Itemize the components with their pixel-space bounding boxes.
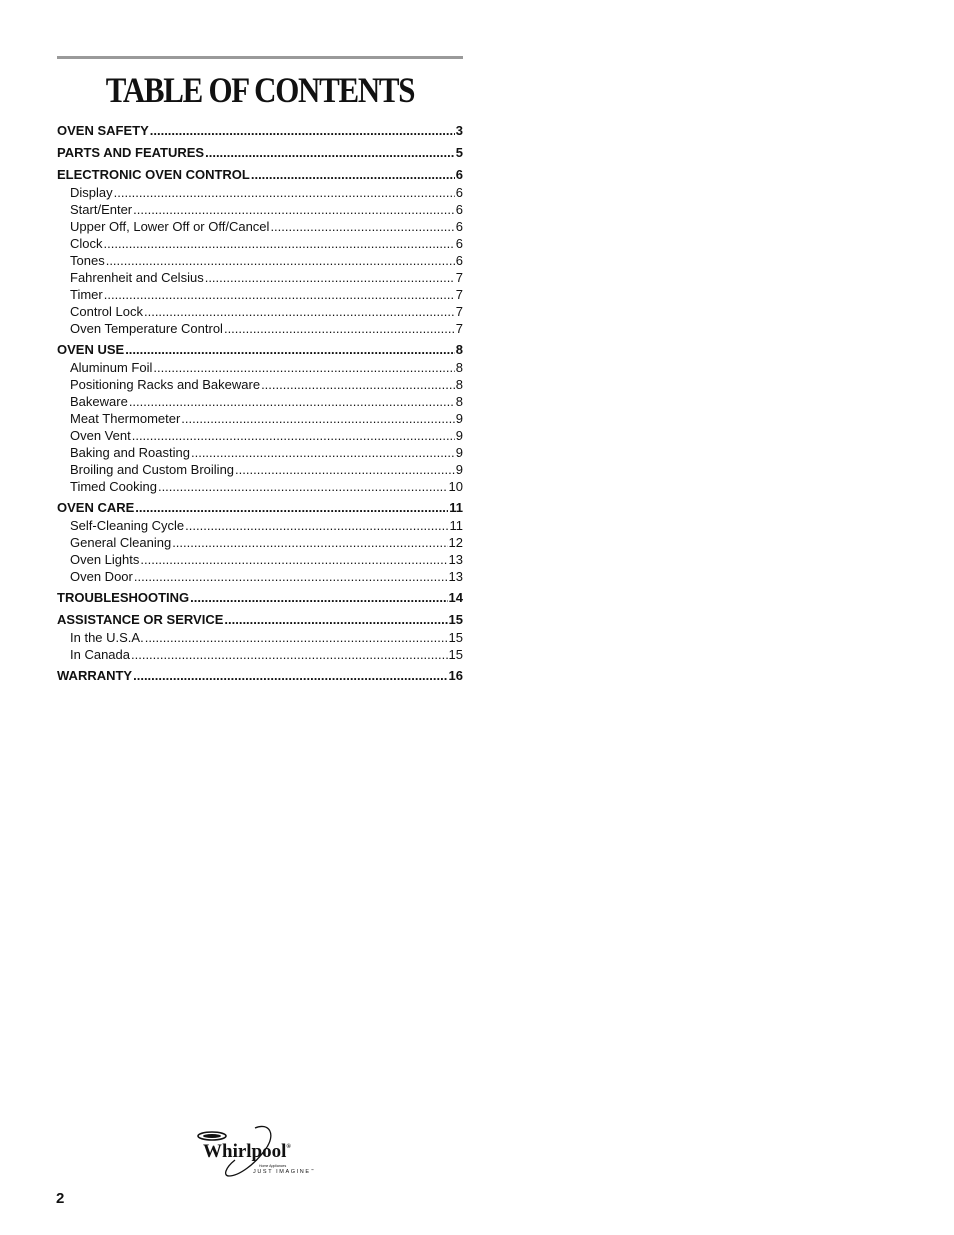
whirlpool-logo xyxy=(195,1124,325,1180)
toc-entry-label: Aluminum Foil xyxy=(70,360,153,375)
toc-subsection-entry[interactable] xyxy=(57,303,463,320)
toc-dot-leader xyxy=(150,122,455,140)
toc-entry-label: TROUBLESHOOTING xyxy=(57,590,190,605)
toc-entry-page: 11 xyxy=(449,518,463,533)
toc-dot-leader xyxy=(104,286,455,303)
toc-entry-label: Tones xyxy=(70,253,105,268)
toc-entry-page: 6 xyxy=(455,185,463,200)
page-title: TABLE OF CONTENTS xyxy=(105,70,415,110)
toc-subsection-entry[interactable] xyxy=(57,629,463,646)
whirlpool-logo-icon xyxy=(195,1124,325,1180)
toc-dot-leader xyxy=(224,320,455,337)
toc-subsection-entry[interactable] xyxy=(57,269,463,286)
toc-dot-leader xyxy=(172,534,447,551)
toc-dot-leader xyxy=(129,393,455,410)
toc-entry-page: 8 xyxy=(455,377,463,392)
toc-entry-label: Start/Enter xyxy=(70,202,133,217)
toc-entry-page: 6 xyxy=(455,236,463,251)
toc-entry-label: Timed Cooking xyxy=(70,479,157,494)
toc-entry-page: 9 xyxy=(455,445,463,460)
toc-entry-page: 14 xyxy=(448,590,463,605)
toc-entry-label: In the U.S.A. xyxy=(70,630,144,645)
toc-subsection-entry[interactable] xyxy=(57,184,463,201)
toc-entry-label: OVEN CARE xyxy=(57,500,135,515)
toc-entry-label: OVEN SAFETY xyxy=(57,123,149,138)
toc-entry-label: Oven Vent xyxy=(70,428,131,443)
toc-entry-page: 10 xyxy=(448,479,463,494)
toc-entry-page: 9 xyxy=(455,411,463,426)
logo-tagline: JUST IMAGINE™ xyxy=(253,1168,316,1175)
toc-entry-page: 8 xyxy=(455,360,463,375)
toc-entry-label: Oven Lights xyxy=(70,552,140,567)
toc-dot-leader xyxy=(144,303,455,320)
toc-subsection-entry[interactable] xyxy=(57,461,463,478)
toc-entry-page: 7 xyxy=(455,287,463,302)
toc-entry-page: 6 xyxy=(455,219,463,234)
toc-subsection-entry[interactable] xyxy=(57,252,463,269)
toc-dot-leader xyxy=(205,144,455,162)
toc-entry-label: Display xyxy=(70,185,113,200)
toc-entry-label: Clock xyxy=(70,236,103,251)
toc-entry-label: ASSISTANCE OR SERVICE xyxy=(57,612,224,627)
toc-entry-page: 6 xyxy=(455,253,463,268)
toc-dot-leader xyxy=(224,611,447,629)
toc-entry-page: 8 xyxy=(455,394,463,409)
toc-subsection-entry[interactable] xyxy=(57,517,463,534)
toc-dot-leader xyxy=(158,478,448,495)
toc-entry-page: 16 xyxy=(448,668,463,683)
toc-dot-leader xyxy=(131,646,448,663)
logo-subtext: Home Appliances xyxy=(259,1164,287,1168)
toc-dot-leader xyxy=(133,201,455,218)
toc-entry-page: 7 xyxy=(455,304,463,319)
toc-entry-label: In Canada xyxy=(70,647,130,662)
toc-entry-page: 12 xyxy=(448,535,463,550)
toc-entry-label: ELECTRONIC OVEN CONTROL xyxy=(57,167,250,182)
toc-dot-leader xyxy=(135,499,448,517)
toc-entry-label: Self-Cleaning Cycle xyxy=(70,518,185,533)
toc-subsection-entry[interactable] xyxy=(57,551,463,568)
toc-entry-page: 7 xyxy=(455,270,463,285)
toc-dot-leader xyxy=(181,410,454,427)
toc-entry-label: Oven Door xyxy=(70,569,133,584)
toc-dot-leader xyxy=(106,252,455,269)
toc-dot-leader xyxy=(251,166,455,184)
toc-entry-page: 13 xyxy=(448,552,463,567)
toc-entry-label: Bakeware xyxy=(70,394,128,409)
toc-entry-page: 8 xyxy=(455,342,463,357)
toc-subsection-entry[interactable] xyxy=(57,646,463,663)
toc-dot-leader xyxy=(145,629,448,646)
toc-dot-leader xyxy=(270,218,454,235)
toc-entry-page: 11 xyxy=(449,500,463,515)
toc-dot-leader xyxy=(125,341,455,359)
toc-dot-leader xyxy=(185,517,448,534)
toc-entry-label: PARTS AND FEATURES xyxy=(57,145,205,160)
toc-dot-leader xyxy=(190,589,447,607)
toc-entry-page: 5 xyxy=(455,145,463,160)
toc-subsection-entry[interactable] xyxy=(57,235,463,252)
toc-entry-page: 9 xyxy=(455,428,463,443)
toc-entry-label: OVEN USE xyxy=(57,342,125,357)
toc-entry-page: 15 xyxy=(448,612,463,627)
page-number: 2 xyxy=(56,1190,65,1207)
toc-subsection-entry[interactable] xyxy=(57,478,463,495)
toc-dot-leader xyxy=(140,551,447,568)
toc-dot-leader xyxy=(235,461,455,478)
toc-subsection-entry[interactable] xyxy=(57,201,463,218)
toc-section-entry[interactable] xyxy=(57,341,463,359)
toc-entry-label: Broiling and Custom Broiling xyxy=(70,462,235,477)
toc-entry-label: General Cleaning xyxy=(70,535,172,550)
toc-section-entry[interactable] xyxy=(57,611,463,629)
toc-entry-label: WARRANTY xyxy=(57,668,133,683)
toc-entry-label: Timer xyxy=(70,287,103,302)
toc-dot-leader xyxy=(191,444,455,461)
toc-dot-leader xyxy=(104,235,455,252)
toc-dot-leader xyxy=(153,359,454,376)
toc-section-entry[interactable] xyxy=(57,667,463,685)
toc-entry-page: 13 xyxy=(448,569,463,584)
toc-subsection-entry[interactable] xyxy=(57,286,463,303)
toc-entry-label: Oven Temperature Control xyxy=(70,321,223,336)
toc-dot-leader xyxy=(132,427,455,444)
toc-dot-leader xyxy=(134,568,448,585)
toc-subsection-entry[interactable] xyxy=(57,427,463,444)
table-of-contents xyxy=(57,122,463,685)
toc-entry-label: Meat Thermometer xyxy=(70,411,181,426)
toc-dot-leader xyxy=(205,269,455,286)
toc-section-entry[interactable] xyxy=(57,499,463,517)
toc-entry-label: Baking and Roasting xyxy=(70,445,190,460)
toc-dot-leader xyxy=(114,184,455,201)
toc-subsection-entry[interactable] xyxy=(57,359,463,376)
toc-subsection-entry[interactable] xyxy=(57,376,463,393)
toc-subsection-entry[interactable] xyxy=(57,218,463,235)
toc-entry-label: Positioning Racks and Bakeware xyxy=(70,377,261,392)
logo-brand: Whirlpool® xyxy=(203,1141,291,1162)
toc-dot-leader xyxy=(261,376,455,393)
toc-entry-page: 9 xyxy=(455,462,463,477)
toc-entry-page: 6 xyxy=(455,167,463,182)
toc-section-entry[interactable] xyxy=(57,144,463,162)
toc-entry-page: 15 xyxy=(448,630,463,645)
toc-entry-page: 15 xyxy=(448,647,463,662)
toc-entry-page: 6 xyxy=(455,202,463,217)
toc-entry-label: Upper Off, Lower Off or Off/Cancel xyxy=(70,219,270,234)
toc-subsection-entry[interactable] xyxy=(57,534,463,551)
toc-entry-label: Fahrenheit and Celsius xyxy=(70,270,204,285)
toc-section-entry[interactable] xyxy=(57,589,463,607)
toc-subsection-entry[interactable] xyxy=(57,444,463,461)
toc-entry-label: Control Lock xyxy=(70,304,143,319)
toc-entry-page: 3 xyxy=(455,123,463,138)
toc-dot-leader xyxy=(133,667,447,685)
top-rule xyxy=(57,56,463,59)
toc-section-entry[interactable] xyxy=(57,122,463,140)
toc-subsection-entry[interactable] xyxy=(57,393,463,410)
toc-subsection-entry[interactable] xyxy=(57,568,463,585)
toc-section-entry[interactable] xyxy=(57,166,463,184)
toc-subsection-entry[interactable] xyxy=(57,320,463,337)
toc-entry-page: 7 xyxy=(455,321,463,336)
toc-subsection-entry[interactable] xyxy=(57,410,463,427)
